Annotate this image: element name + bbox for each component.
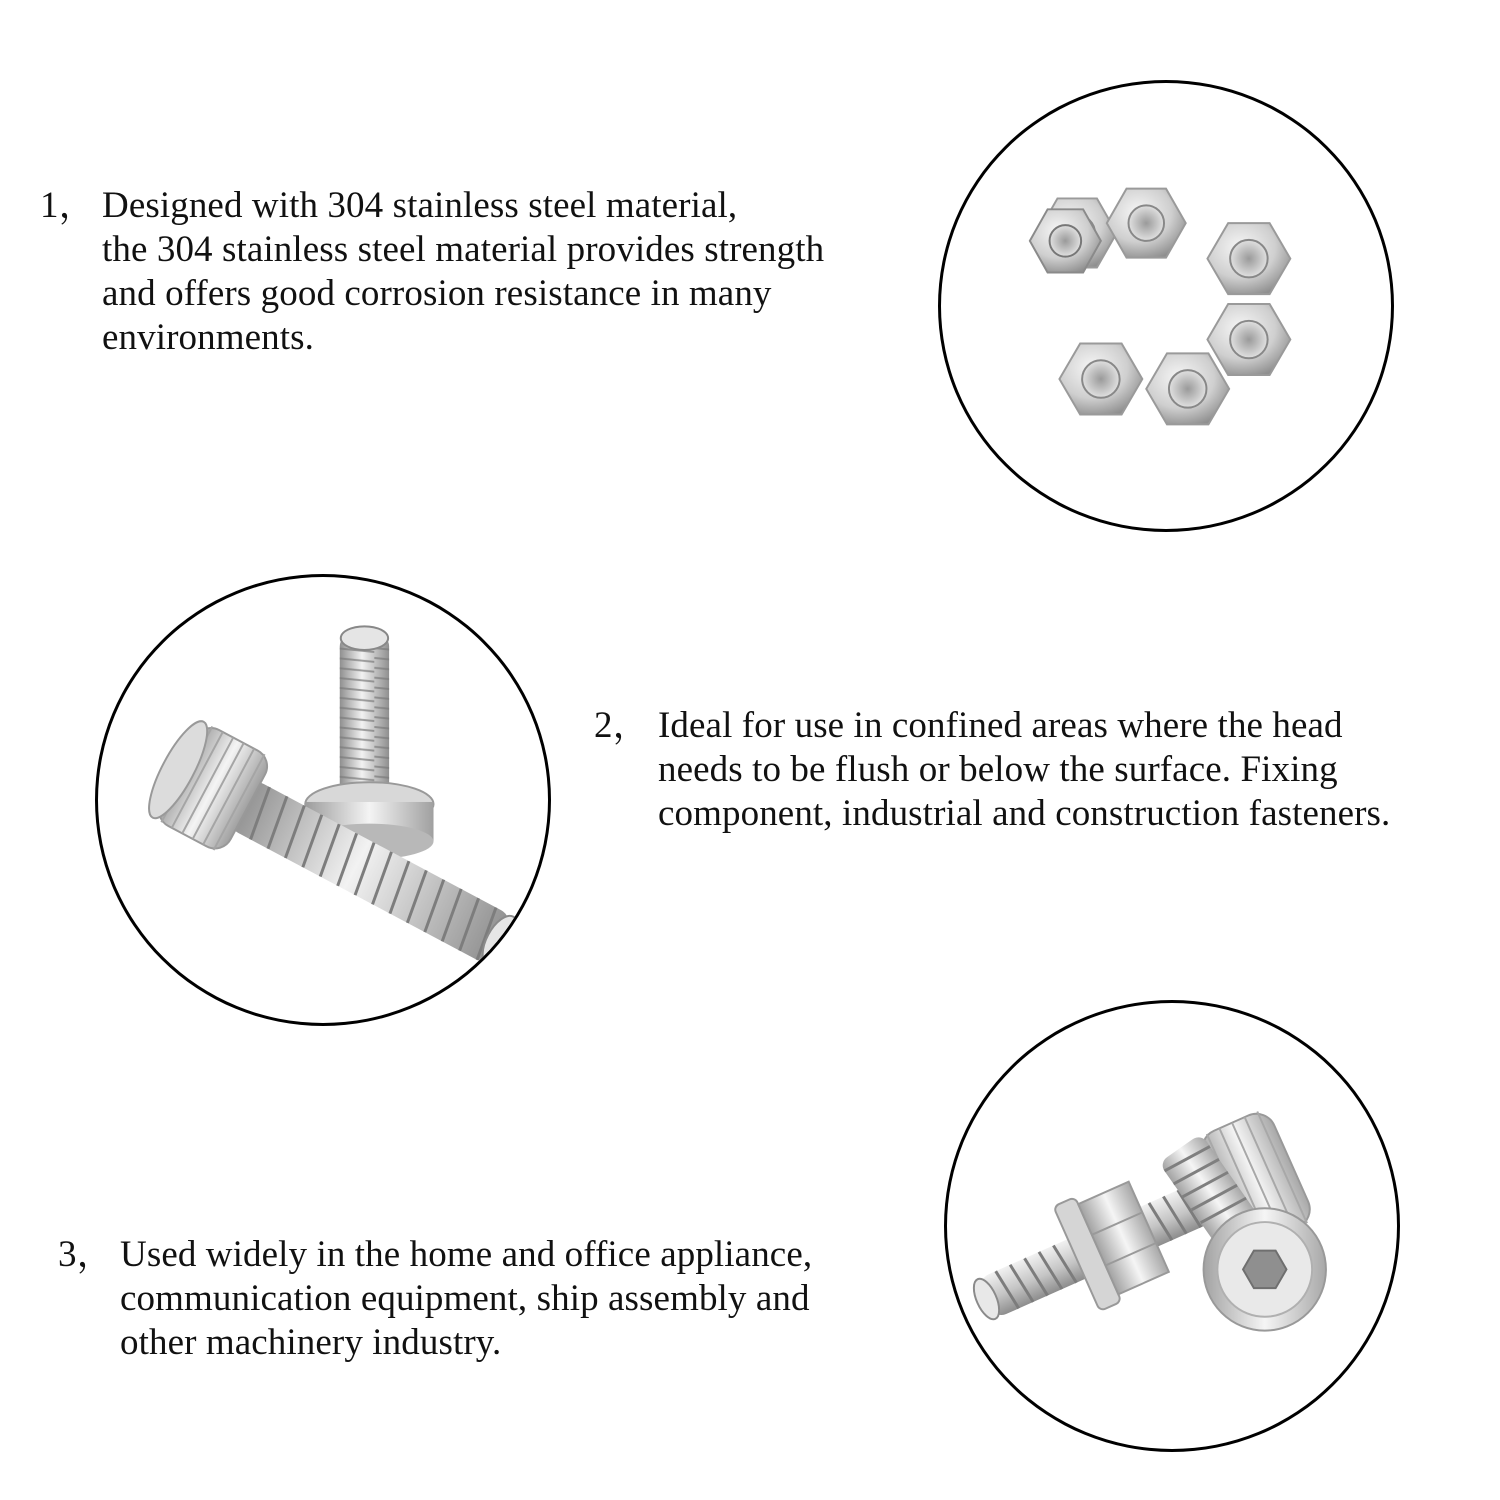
feature-3-line-2: communication equipment, ship assembly and: [120, 1278, 810, 1319]
hex-nut: [1207, 304, 1290, 375]
hex-nut: [1107, 189, 1186, 258]
screw-nut-assembly-illustration: [947, 1003, 1397, 1449]
feature-3-line-3: other machinery industry.: [120, 1322, 502, 1363]
diagonal-screw: [139, 714, 538, 995]
feature-2-number: 2，: [594, 705, 650, 746]
feature-3-number: 3，: [58, 1234, 114, 1275]
hex-nuts-photo: [938, 80, 1394, 532]
feature-1-line-3: and offers good corrosion resistance in many: [102, 273, 772, 314]
feature-2-text: [594, 704, 1494, 836]
feature-3-line-1: Used widely in the home and office appliance,: [120, 1234, 813, 1275]
hex-nut: [1059, 343, 1142, 414]
feature-1-line-2: the 304 stainless steel material provides strength: [102, 229, 825, 270]
hex-nuts-illustration: [941, 83, 1391, 529]
hex-nut: [1207, 223, 1290, 294]
feature-1-line-4: environments.: [102, 317, 314, 358]
feature-1-text: [40, 184, 920, 360]
screw-with-nut-assembly-photo: [944, 1000, 1400, 1452]
feature-3-text: [58, 1233, 928, 1365]
feature-1-line-1: Designed with 304 stainless steel material,: [102, 185, 738, 226]
feature-2-line-3: component, industrial and construction fasteners.: [658, 793, 1391, 834]
feature-2-line-2: needs to be flush or below the surface. Fixing: [658, 749, 1338, 790]
socket-cap-screws-photo: [95, 574, 551, 1026]
feature-1-number: 1，: [40, 185, 96, 226]
feature-2-line-1: Ideal for use in confined areas where the head: [658, 705, 1343, 746]
hex-nut: [1146, 353, 1229, 424]
socket-cap-screws-illustration: [98, 577, 548, 1023]
